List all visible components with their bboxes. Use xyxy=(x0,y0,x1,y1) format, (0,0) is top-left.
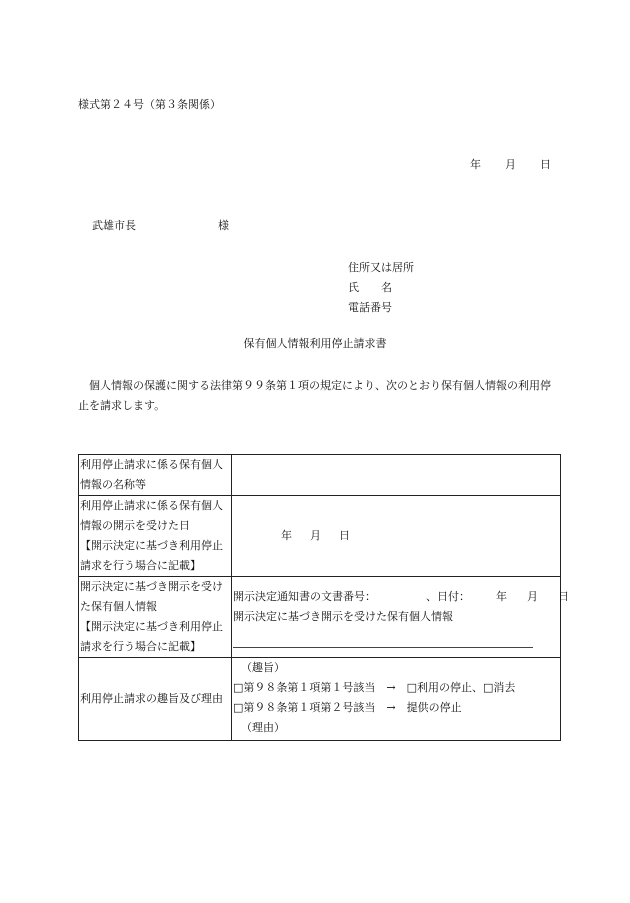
row2-label-main: 利用停止請求に係る保有個人情報の開示を受けた日 xyxy=(80,499,223,532)
row2-month: 月 xyxy=(310,529,321,542)
row2-label xyxy=(79,496,232,577)
applicant-block xyxy=(348,258,414,318)
name-label: 氏 名 xyxy=(348,281,392,294)
notice-date-label: 、日付： xyxy=(426,590,470,603)
purpose-option-2[interactable]: □第９８条第１項第２号該当 → 提供の停止 xyxy=(233,701,462,714)
row2-year: 年 xyxy=(281,529,292,542)
row4-value[interactable] xyxy=(232,658,561,741)
row1-label: 利用停止請求に係る保有個人情報の名称等 xyxy=(79,455,232,496)
form-number: 様式第２４号（第３条関係） xyxy=(78,98,221,111)
addressee-suffix: 様 xyxy=(218,219,229,232)
date-year: 年 xyxy=(470,158,481,171)
addressee-name: 武雄市長 xyxy=(92,219,136,232)
row3-value[interactable] xyxy=(232,577,569,658)
table-row xyxy=(79,496,561,577)
row3-label-main: 開示決定に基づき開示を受けた保有個人情報 xyxy=(80,580,223,613)
date-month: 月 xyxy=(505,158,516,171)
purpose-option-1[interactable]: □第９８条第１項第１号該当 → □利用の停止、□消去 xyxy=(233,681,516,694)
request-table xyxy=(78,454,569,741)
purpose-heading: （趣旨） xyxy=(241,661,285,674)
notice-number-line xyxy=(233,577,569,607)
row3-label xyxy=(79,577,232,658)
notice-number-label: 開示決定通知書の文書番号： xyxy=(233,590,376,603)
row3-month: 月 xyxy=(527,590,538,603)
row1-value[interactable] xyxy=(232,455,561,496)
row4-label: 利用停止請求の趣旨及び理由 xyxy=(79,658,232,741)
document-body: 個人情報の保護に関する法律第９９条第１項の規定により、次のとおり保有個人情報の利用停止を請求します。 xyxy=(78,379,551,412)
row2-label-note: 【開示決定に基づき利用停止請求を行う場合に記載】 xyxy=(80,539,223,572)
reason-heading: （理由） xyxy=(241,721,285,734)
addressee xyxy=(92,218,229,233)
row3-label-note: 【開示決定に基づき利用停止請求を行う場合に記載】 xyxy=(80,620,223,653)
row3-info-label: 開示決定に基づき開示を受けた保有個人情報 xyxy=(233,610,453,623)
phone-label: 電話番号 xyxy=(348,301,392,314)
document-title: 保有個人情報利用停止請求書 xyxy=(243,337,387,350)
table-row xyxy=(79,455,561,496)
row3-day: 日 xyxy=(558,590,569,603)
row3-year: 年 xyxy=(496,590,507,603)
row3-input-line[interactable] xyxy=(233,627,533,648)
disclosure-date xyxy=(233,526,559,546)
submission-date xyxy=(470,157,551,172)
row2-day: 日 xyxy=(339,529,350,542)
row2-value[interactable] xyxy=(232,496,561,577)
table-row xyxy=(79,577,561,658)
address-label: 住所又は居所 xyxy=(348,261,414,274)
table-row xyxy=(79,658,561,741)
date-day: 日 xyxy=(540,158,551,171)
